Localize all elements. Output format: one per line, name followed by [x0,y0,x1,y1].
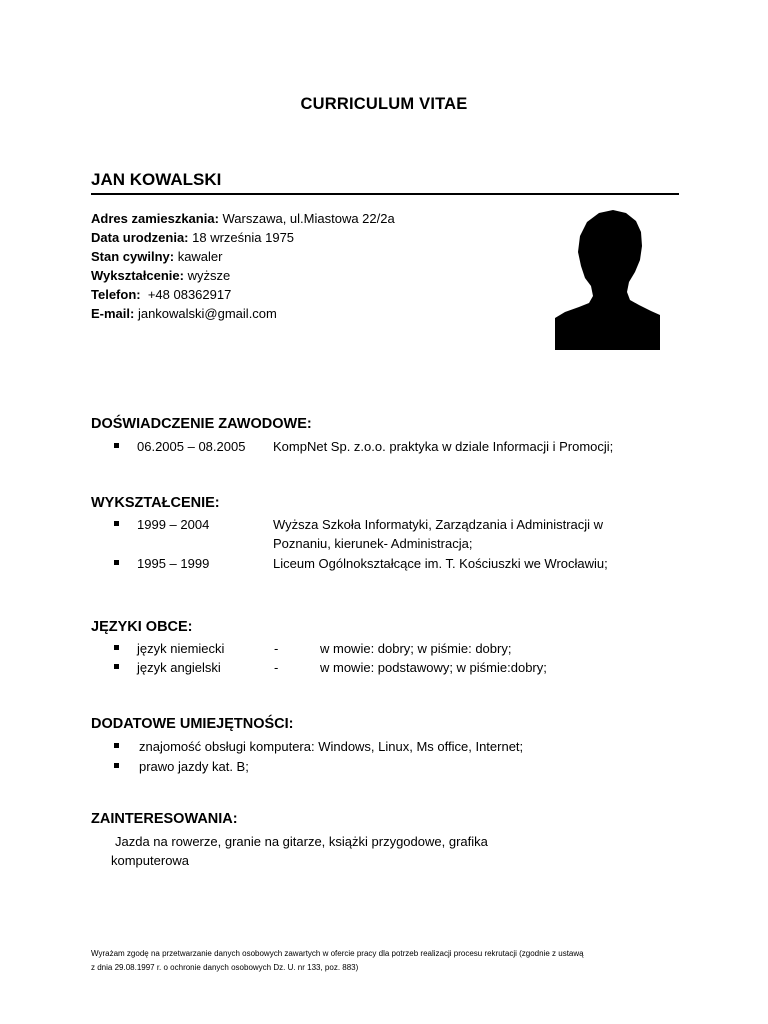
education-level-value: wyższe [183,268,231,283]
birthdate-value: 18 września 1975 [188,230,295,245]
bullet-icon [114,560,119,565]
skill-item: prawo jazdy kat. B; [139,759,249,774]
marital-status-value: kawaler [174,249,223,264]
education-level-label: Wykształcenie: [91,268,184,283]
marital-status-label: Stan cywilny: [91,249,175,264]
address-label: Adres zamieszkania: [91,211,219,226]
bullet-icon [114,743,119,748]
gdpr-consent-note [91,947,681,975]
name-divider [91,193,679,195]
language-dash: - [274,660,279,675]
person-silhouette-icon [555,210,660,350]
email-row [91,304,395,323]
skill-item: znajomość obsługi komputera: Windows, Linux, Ms office, Internet; [139,739,524,754]
experience-period: 06.2005 – 08.2005 [137,439,246,454]
bullet-icon [114,521,119,526]
person-name: JAN KOWALSKI [91,170,222,189]
experience-heading: DOŚWIADCZENIE ZAWODOWE: [91,416,312,432]
education-description: Liceum Ogólnokształcące im. T. Kościuszki we Wrocławiu; [273,556,608,571]
education-level-row [91,266,395,285]
phone-row [91,285,395,304]
email-label: E-mail: [91,306,135,321]
skills-heading: DODATOWE UMIEJĘTNOŚCI: [91,716,294,732]
document-title: CURRICULUM VITAE [300,95,468,113]
consent-line: z dnia 29.08.1997 r. o ochronie danych osobowych Dz. U. nr 133, poz. 883) [91,963,359,972]
address-row [91,209,395,228]
phone-label: Telefon: [91,287,141,302]
language-name: język angielski [137,660,221,675]
marital-status-row [91,247,395,266]
language-dash: - [274,641,279,656]
address-value: Warszawa, ul.Miastowa 22/2a [218,211,395,226]
interests-text-continued: komputerowa [111,853,190,868]
bullet-icon [114,645,119,650]
education-heading: WYKSZTAŁCENIE: [91,495,220,511]
birthdate-row [91,228,395,247]
language-level: w mowie: dobry; w piśmie: dobry; [320,641,512,656]
personal-info [91,209,395,323]
languages-heading: JĘZYKI OBCE: [91,619,193,635]
language-level: w mowie: podstawowy; w piśmie:dobry; [320,660,547,675]
education-description: Wyższa Szkoła Informatyki, Zarządzania i Administracji w Poznaniu, kierunek- Administracja; [273,517,604,551]
phone-value: +48 08362917 [140,287,232,302]
experience-description: KompNet Sp. z.o.o. praktyka w dziale Informacji i Promocji; [273,439,614,454]
bullet-icon [114,664,119,669]
education-period: 1999 – 2004 [137,517,210,532]
language-name: język niemiecki [137,641,225,656]
bullet-icon [114,763,119,768]
interests-text: Jazda na rowerze, granie na gitarze, książki przygodowe, grafika [115,834,488,849]
education-period: 1995 – 1999 [137,556,210,571]
birthdate-label: Data urodzenia: [91,230,189,245]
bullet-icon [114,443,119,448]
consent-line: Wyrażam zgodę na przetwarzanie danych osobowych zawartych w ofercie pracy dla potrzeb realizacji procesu rekrutacji (zgodnie z ustawą [91,949,584,958]
email-value: jankowalski@gmail.com [134,306,277,321]
interests-heading: ZAINTERESOWANIA: [91,811,238,827]
